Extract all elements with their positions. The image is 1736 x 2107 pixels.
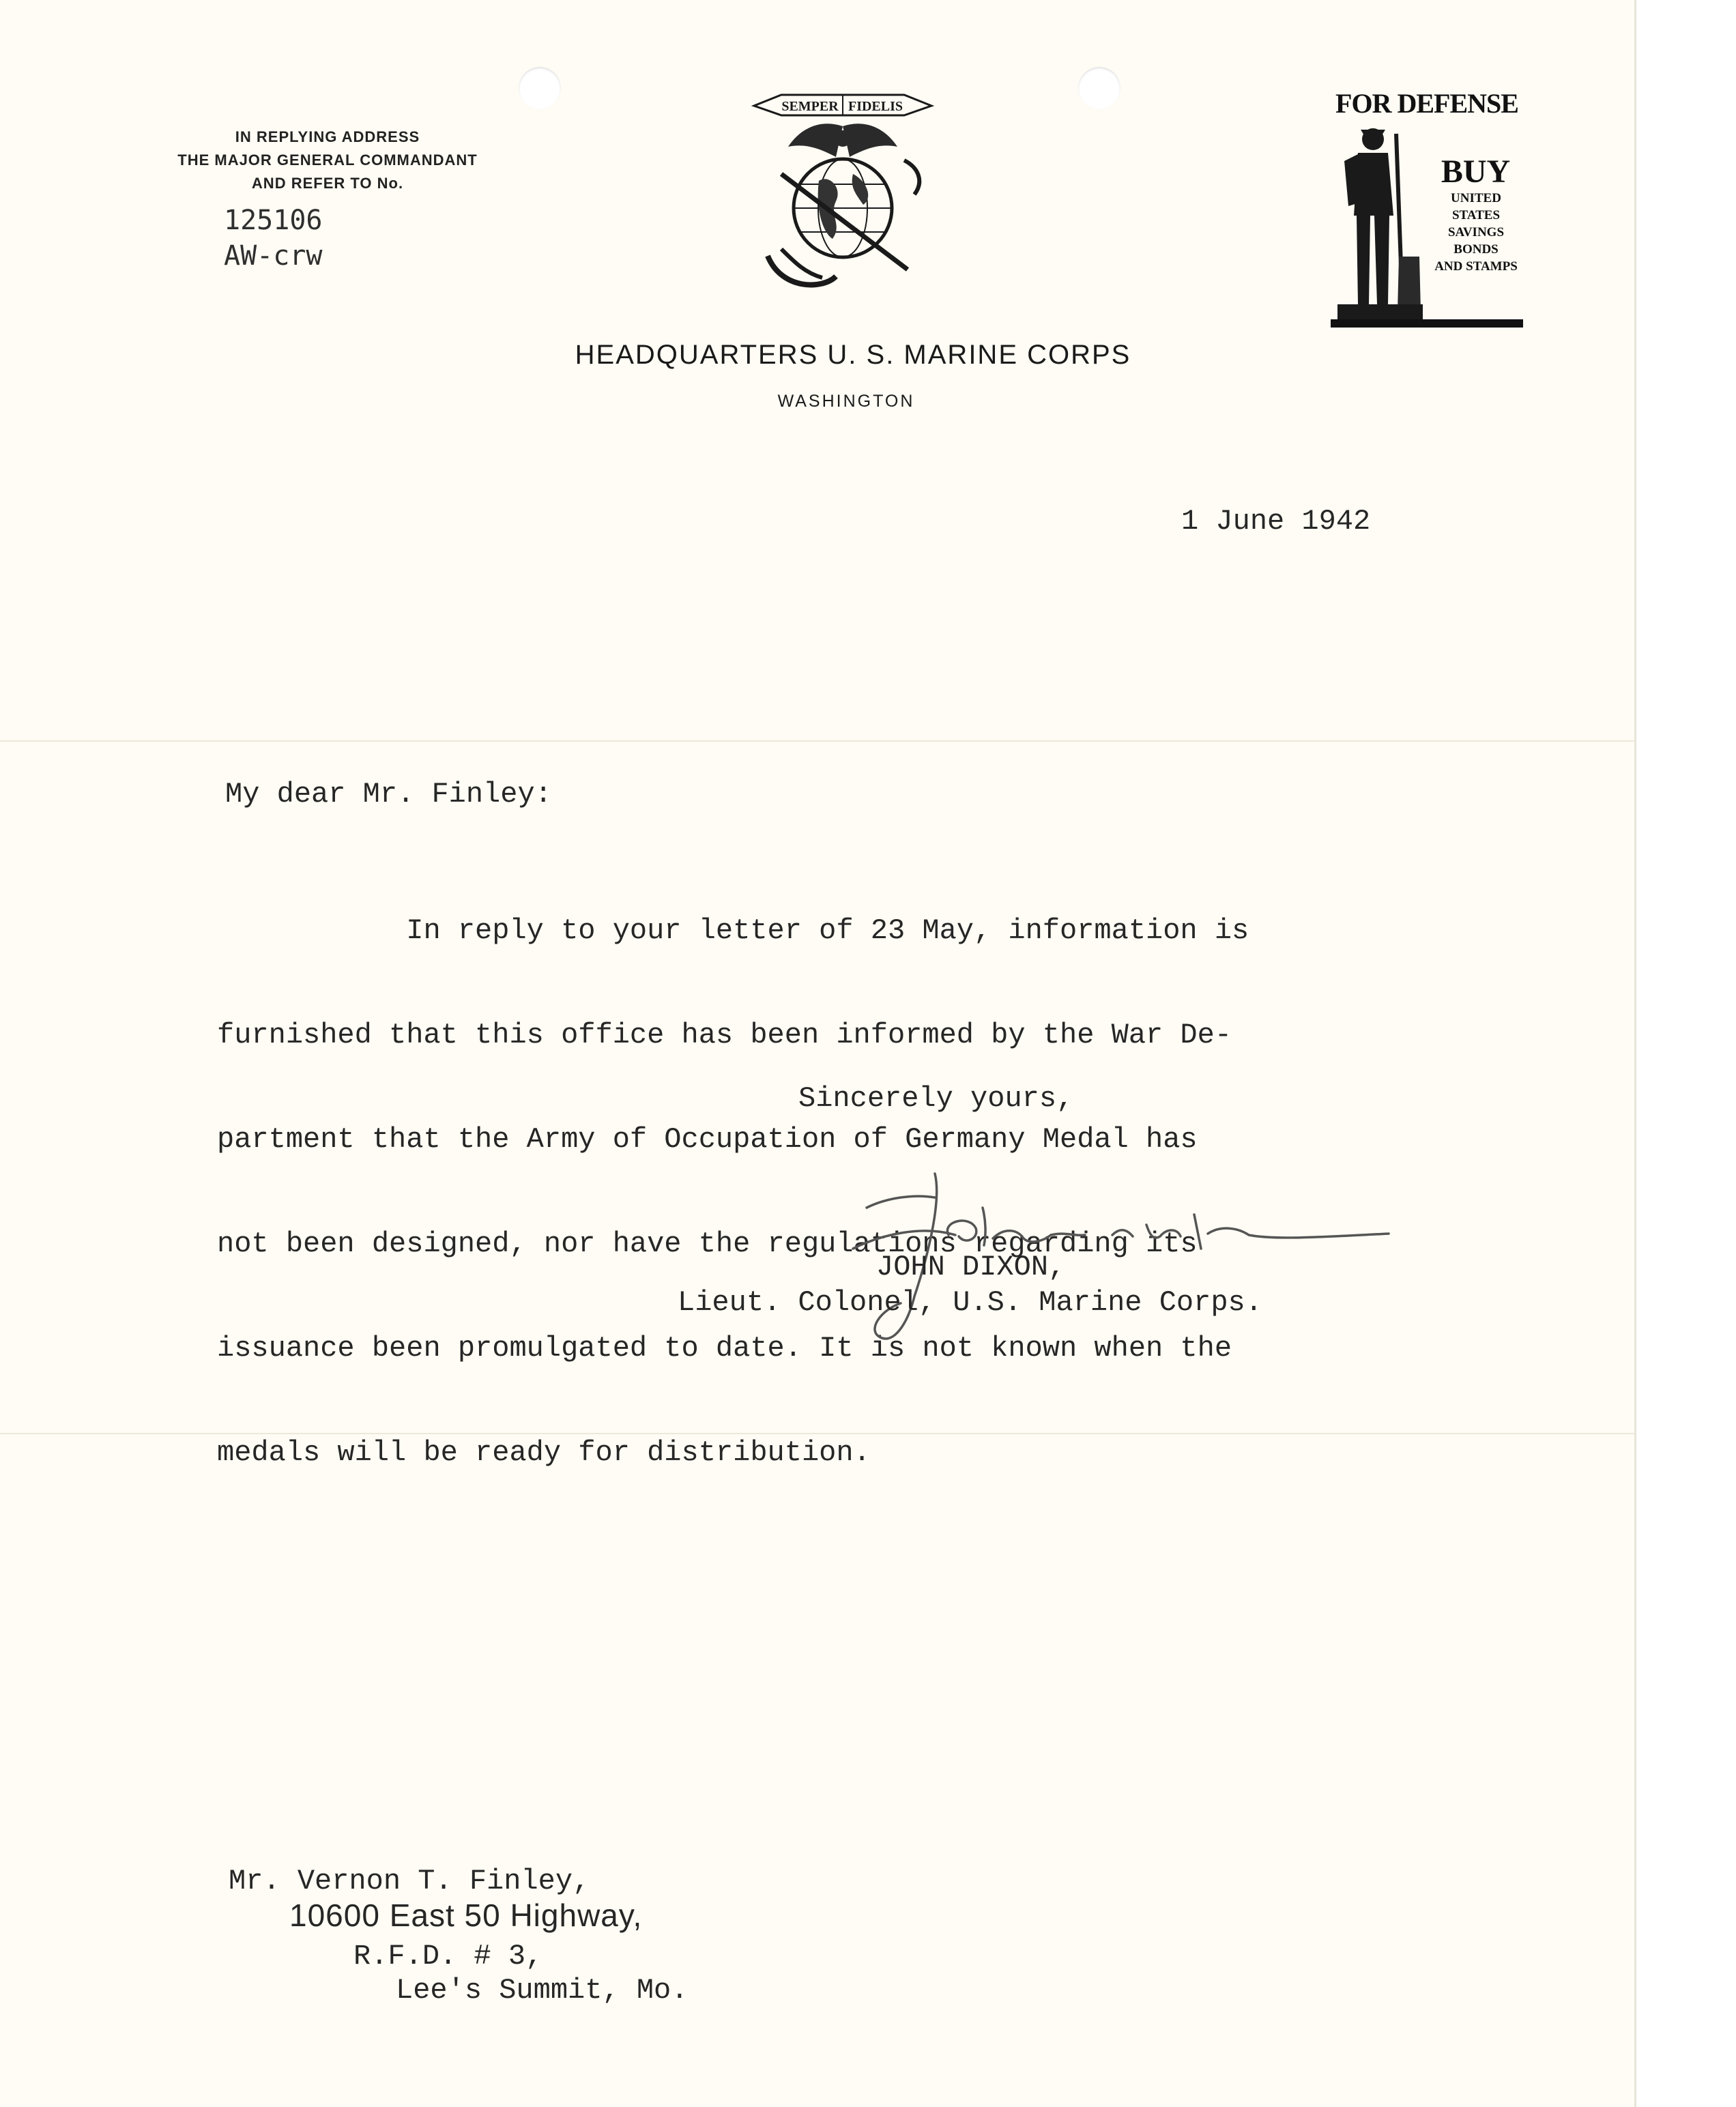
buy-line: STATES [1451,208,1501,222]
letter-date: 1 June 1942 [1181,505,1371,538]
punch-hole [1078,67,1120,109]
recipient-city: Lee's Summit, Mo. [396,1974,689,2007]
body-line: furnished that this office has been informed by the War De- [217,1019,1232,1051]
reply-line: THE MAJOR GENERAL COMMANDANT [177,151,478,169]
recipient-street: 10600 East 50 Highway, [289,1898,643,1933]
reply-line: AND REFER TO No. [251,175,404,192]
reply-instructions [147,126,508,195]
closing: Sincerely yours, [798,1082,1074,1115]
defense-bonds-ad [1331,87,1523,330]
buy-label: BUY [1441,154,1511,190]
letterhead-city: WASHINGTON [777,392,915,411]
body-line: partment that the Army of Occupation of Germany Medal has [217,1123,1198,1156]
buy-line: AND STAMPS [1434,259,1518,274]
body-line: issuance been promulgated to date. It is not known when the [217,1332,1232,1365]
motto-left: SEMPER [781,99,839,114]
minuteman-icon [1331,120,1426,325]
ad-base-bar [1331,319,1523,328]
reference-number: 125106 [224,205,323,236]
paper-edge [1634,0,1636,2107]
fold-line [0,740,1634,742]
recipient-name: Mr. Vernon T. Finley, [229,1865,590,1898]
reference-initials: AW-crw [224,240,323,272]
buy-line: SAVINGS [1447,225,1505,239]
body-line: not been designed, nor have the regulations regarding its [217,1227,1198,1260]
eagle-globe-anchor-icon [740,85,945,293]
recipient-route: R.F.D. # 3, [353,1940,543,1973]
body-line: medals will be ready for distribution. [217,1436,871,1469]
buy-line: BONDS [1453,242,1499,257]
salutation: My dear Mr. Finley: [225,778,552,811]
reply-line: IN REPLYING ADDRESS [235,128,420,145]
letterhead-title: HEADQUARTERS U. S. MARINE CORPS [575,340,1131,370]
defense-title: FOR DEFENSE [1335,88,1518,119]
buy-line: UNITED [1451,191,1501,205]
signer-title: Lieut. Colonel, U.S. Marine Corps. [678,1286,1262,1319]
body-line: In reply to your letter of 23 May, information is [217,914,1249,947]
buy-lines [1425,190,1527,275]
motto-right: FIDELIS [848,99,903,114]
signer-name: JOHN DIXON, [876,1251,1066,1283]
punch-hole [519,67,561,109]
